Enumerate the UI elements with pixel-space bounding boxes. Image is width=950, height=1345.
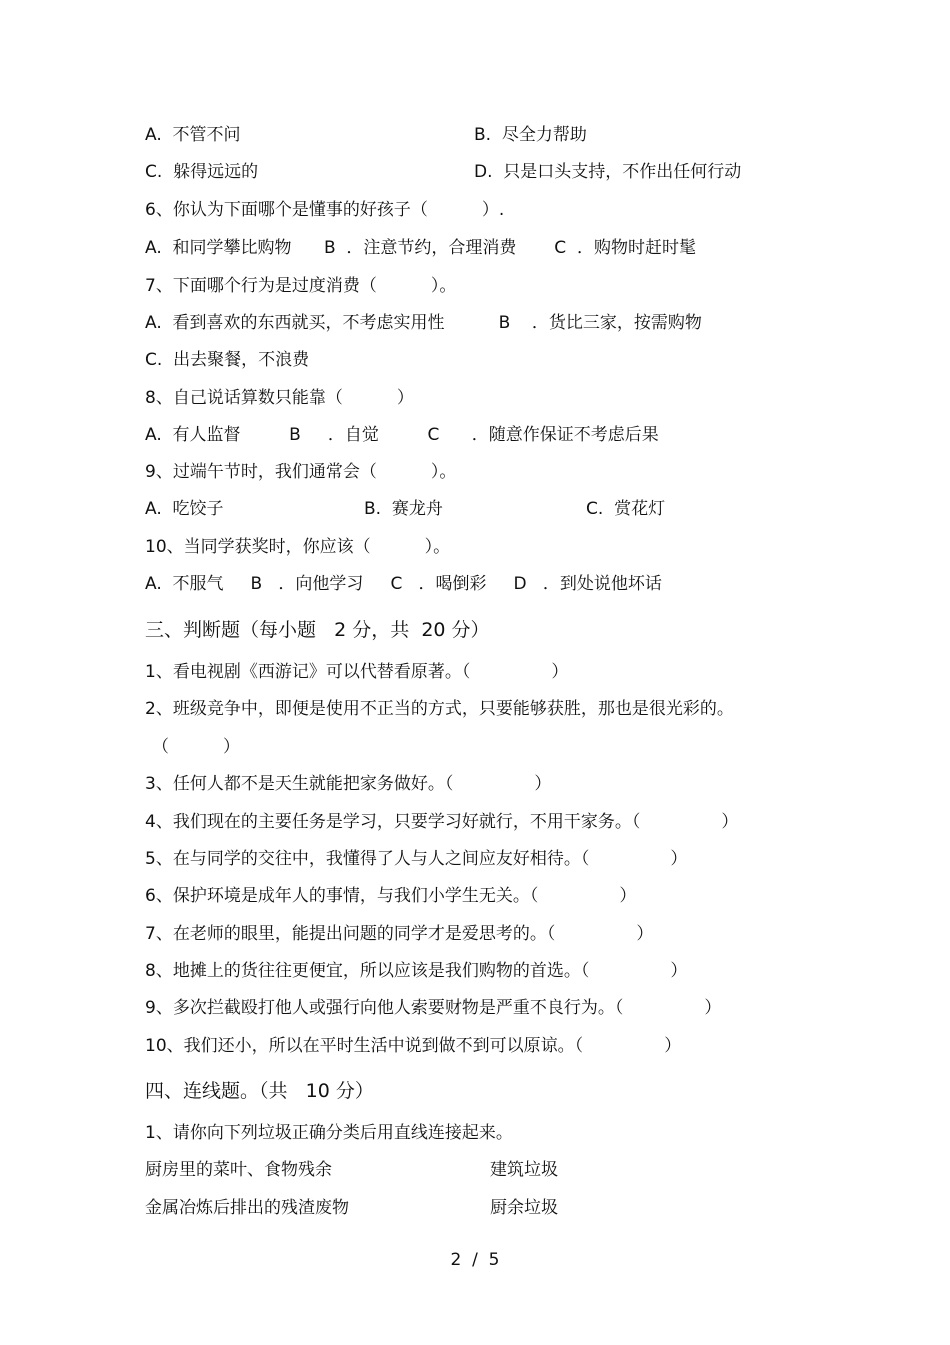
question-7-stem: 7、下面哪个行为是过度消费（ ）。 bbox=[145, 276, 457, 296]
matching-right-item: 厨余垃圾 bbox=[490, 1198, 558, 1218]
matching-right-item: 建筑垃圾 bbox=[490, 1160, 558, 1180]
option-a: A. 不管不问 bbox=[145, 125, 241, 145]
judge-item: 6、保护环境是成年人的事情，与我们小学生无关。（ ） bbox=[145, 886, 637, 906]
judge-item: 3、任何人都不是天生就能把家务做好。（ ） bbox=[145, 774, 552, 794]
matching-question: 1、请你向下列垃圾正确分类后用直线连接起来。 bbox=[145, 1123, 513, 1143]
question-10-options: A. 不服气 B ．向他学习 C ．喝倒彩 D ．到处说他坏话 bbox=[145, 574, 662, 594]
question-9-option-a: A. 吃饺子 bbox=[145, 499, 224, 519]
judge-item: 8、地摊上的货往往更便宜，所以应该是我们购物的首选。（ ） bbox=[145, 961, 688, 981]
question-9-option-b: B. 赛龙舟 bbox=[364, 499, 443, 519]
question-6-options: A. 和同学攀比购物 B ．注意节约，合理消费 C ．购物时赶时髦 bbox=[145, 238, 696, 258]
question-9-option-c: C. 赏花灯 bbox=[586, 499, 666, 519]
question-6-stem: 6、你认为下面哪个是懂事的好孩子（ ）. bbox=[145, 200, 505, 220]
question-9-stem: 9、过端午节时，我们通常会（ ）。 bbox=[145, 462, 457, 482]
question-8-options: A. 有人监督 B ．自觉 C ．随意作保证不考虑后果 bbox=[145, 425, 659, 445]
judge-item: 2、班级竞争中，即便是使用不正当的方式，只要能够获胜，那也是很光彩的。 bbox=[145, 699, 734, 719]
judge-item: 9、多次拦截殴打他人或强行向他人索要财物是严重不良行为。（ ） bbox=[145, 998, 722, 1018]
option-c: C. 躲得远远的 bbox=[145, 162, 259, 182]
section-4-heading: 四、连线题。（共 10 分） bbox=[145, 1080, 374, 1102]
question-10-stem: 10、当同学获奖时，你应该（ ）。 bbox=[145, 537, 451, 557]
judge-item: 10、我们还小，所以在平时生活中说到做不到可以原谅。（ ） bbox=[145, 1036, 682, 1056]
judge-item-blank: （ ） bbox=[152, 737, 241, 757]
matching-left-item: 厨房里的菜叶、食物残余 bbox=[145, 1160, 332, 1180]
section-3-heading: 三、判断题（每小题 2 分，共 20 分） bbox=[145, 619, 490, 641]
judge-item: 7、在老师的眼里，能提出问题的同学才是爱思考的。（ ） bbox=[145, 924, 654, 944]
matching-left-item: 金属冶炼后排出的残渣废物 bbox=[145, 1198, 349, 1218]
page-number: 2 / 5 bbox=[450, 1250, 500, 1270]
option-d: D. 只是口头支持，不作出任何行动 bbox=[474, 162, 742, 182]
option-b: B. 尽全力帮助 bbox=[474, 125, 587, 145]
question-7-options: A. 看到喜欢的东西就买，不考虑实用性 B ．货比三家，按需购物 bbox=[145, 313, 702, 333]
judge-item: 1、看电视剧《西游记》可以代替看原著。（ ） bbox=[145, 662, 569, 682]
question-8-stem: 8、自己说话算数只能靠（ ） bbox=[145, 388, 414, 408]
question-7-options-cont: C. 出去聚餐，不浪费 bbox=[145, 350, 310, 370]
judge-item: 5、在与同学的交往中，我懂得了人与人之间应友好相待。（ ） bbox=[145, 849, 688, 869]
judge-item: 4、我们现在的主要任务是学习，只要学习好就行，不用干家务。（ ） bbox=[145, 812, 739, 832]
